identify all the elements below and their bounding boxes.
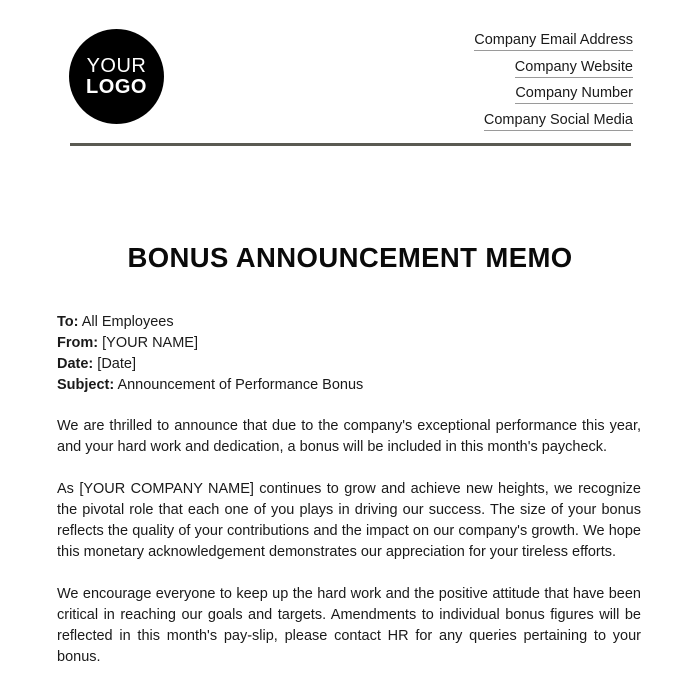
meta-from-label: From: (57, 335, 99, 351)
meta-subject-value: Announcement of Performance Bonus (117, 377, 364, 393)
body-paragraph: We are thrilled to announce that due to the company's exceptional performance this year, and your hard work and dedication, a bonus will be included in this month's paycheck. (57, 418, 641, 455)
body-paragraph: As [YOUR COMPANY NAME] continues to grow and achieve new heights, we recognize the pivotal role that each one of you plays in driving our success. The size of your bonus reflects the quality of your contributions and the impact on our company's growth. We hope this monetary acknowledgement demonstrates our appreciation for your tireless efforts. (57, 481, 641, 560)
company-logo (69, 29, 164, 124)
contact-email: Company Email Address (474, 31, 633, 51)
memo-body (57, 416, 641, 689)
logo-text-top: YOUR (86, 55, 147, 77)
memo-title: BONUS ANNOUNCEMENT MEMO (127, 242, 573, 273)
meta-to-value: All Employees (81, 314, 174, 330)
meta-to-label: To: (57, 314, 79, 330)
contact-social-media: Company Social Media (484, 111, 633, 131)
meta-subject-label: Subject: (57, 377, 115, 393)
contact-website: Company Website (515, 58, 633, 78)
meta-date (57, 354, 363, 375)
memo-meta (57, 312, 363, 396)
contact-block (474, 31, 633, 137)
meta-date-label: Date: (57, 356, 94, 372)
contact-number: Company Number (515, 84, 633, 104)
meta-to (57, 312, 363, 333)
meta-from-value: [YOUR NAME] (102, 335, 198, 351)
header-divider (70, 143, 631, 146)
meta-date-value: [Date] (97, 356, 136, 372)
meta-from (57, 333, 363, 354)
logo-text-bottom: LOGO (86, 76, 147, 98)
meta-subject (57, 375, 363, 396)
body-paragraph: We encourage everyone to keep up the hard work and the positive attitude that have been critical in reaching our goals and targets. Amendments to individual bonus figures will be reflected in this month's pay-slip, please contact HR for any queries pertaining to your bonus. (57, 586, 641, 665)
